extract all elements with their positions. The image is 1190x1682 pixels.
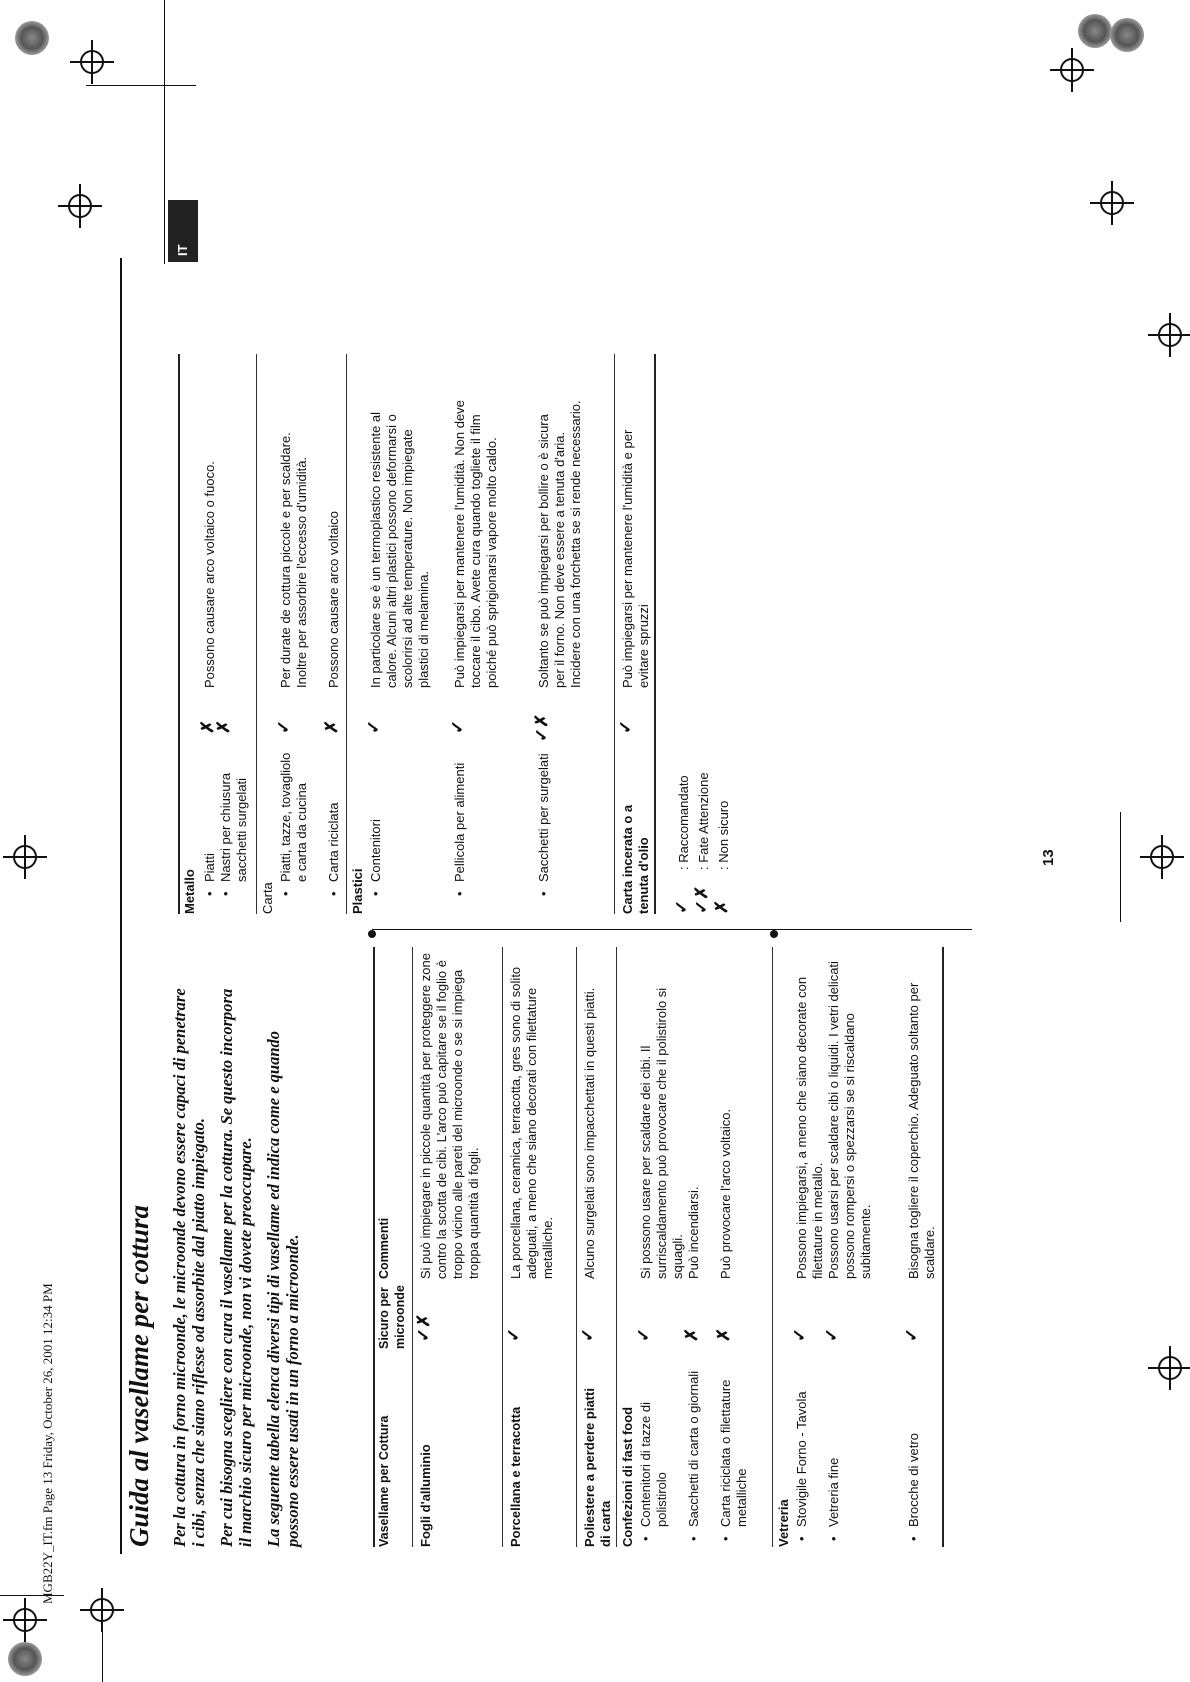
language-badge: IT <box>168 200 198 262</box>
registration-mark-icon <box>1140 835 1184 879</box>
safety-mark: ✓ <box>578 1327 597 1342</box>
safety-mark: ✗ <box>214 719 233 734</box>
table-bottom-rule <box>942 947 944 1547</box>
safety-mark: ✓✗ <box>414 1313 433 1342</box>
legend-label: : Non sicuro <box>716 800 731 870</box>
item-name: • Piatti <box>202 752 218 882</box>
section-name: Carta incerata o a tenuta d'olio <box>620 804 651 914</box>
header-comments: Commenti <box>377 1217 391 1279</box>
registration-dot-icon <box>1078 14 1112 48</box>
title-rule-right <box>164 0 165 264</box>
safety-mark: ✓ <box>504 1327 523 1342</box>
registration-dot-icon <box>1110 18 1144 52</box>
item-comment: Possono impiegarsi, a meno che siano decorate con filettature in metallo. <box>794 976 825 1279</box>
item-comment: Possono usarsi per scaldare cibi o liquidi. I vetri delicati possono rompersi o spezzarsi se si riscaldano subitamente. <box>826 961 873 1279</box>
item-comment: Può provocare l'arco voltaico. <box>718 1108 733 1279</box>
row-rule <box>772 947 773 1547</box>
row-name: Porcellana e terracotta <box>508 1406 523 1547</box>
row-name: Fogli d'alluminio <box>418 1444 433 1547</box>
crop-line <box>86 85 196 86</box>
column-separator <box>372 929 972 930</box>
item-name: • Sacchetti di carta o giornali <box>686 1357 702 1527</box>
safety-mark: ✗ <box>714 1327 733 1342</box>
header-cookware: Vasellame per Cottura <box>377 1415 391 1547</box>
item-name: • Carta riciclata <box>326 752 342 882</box>
item-name: • Vetreria fine <box>826 1367 842 1527</box>
legend-label: : Fate Attenzione <box>696 772 711 870</box>
group-name: Vetreria <box>776 1499 791 1547</box>
intro-paragraph-1: Per la cottura in forno microonde, le microonde devono essere capaci di penetrare i cibi, senza che siano riflesse od assorbite dal piatto impiegato. <box>170 988 208 1547</box>
legend-symbol: ✓ <box>672 899 691 914</box>
crop-line <box>102 1598 103 1682</box>
safety-mark: ✓ <box>274 719 293 734</box>
row-rule <box>576 947 577 1547</box>
item-name: • Contenitori <box>368 752 384 882</box>
item-comment: Può incendiarsi. <box>686 1186 701 1279</box>
item-comment: Può impiegarsi per mantenere l'umidità. Non deve toccare il cibo. Avete cura quando togliete il film poiché può sprigionarsi vapore molto caldo. <box>452 400 499 688</box>
file-header-line: MGB22Y_IT.fm Page 13 Friday, October 26, 2001 12:34 PM <box>40 1283 55 1604</box>
registration-mark-icon <box>3 1598 47 1642</box>
group-name: Confezioni di fast food <box>620 1406 635 1547</box>
row-rule <box>256 354 257 914</box>
cookware-table-right <box>176 354 976 914</box>
safety-mark: ✓ <box>822 1327 841 1342</box>
safety-mark: ✓✗ <box>532 713 551 742</box>
row-rule <box>346 354 347 914</box>
table-top-rule <box>178 354 180 914</box>
separator-dot-icon <box>368 930 376 938</box>
item-name: • Stovigile Forno - Tavola <box>794 1367 810 1527</box>
legend-symbol: ✓✗ <box>692 885 711 914</box>
section-name: Plastici <box>350 868 365 914</box>
item-name: • Pellicola per alimenti <box>452 752 468 882</box>
safety-mark: ✗ <box>682 1327 701 1342</box>
legend <box>672 614 736 914</box>
item-comment: Possono causare arco voltaico <box>326 510 341 688</box>
row-comment: Alcuno surgelati sono impacchettati in questi piatti. <box>582 987 597 1279</box>
title-rule <box>120 258 122 1554</box>
legend-label: : Raccomandato <box>676 775 691 870</box>
item-name: • Piatti, tazze, tovagliolo e carta da cucina <box>278 752 310 882</box>
safety-mark: ✓ <box>616 719 635 734</box>
row-comment: La porcellana, ceramica, terracotta, gres sono di solito adeguati, a meno che siano decorati con filettature metalliche. <box>508 966 555 1279</box>
table-top-rule <box>373 947 375 1547</box>
page-title: Guida al vasellame per cottura <box>124 1205 154 1547</box>
item-name: • Nastri per chiusura sacchetti surgelati <box>218 742 250 882</box>
safety-mark: ✓ <box>364 719 383 734</box>
table-bottom-rule <box>654 354 656 914</box>
registration-mark-icon <box>3 835 47 879</box>
item-comment: In particolare se è un termoplastico resistente al calore. Alcuni altri plastici possono deformarsi o scolorirsi ad alte temperature. Non impiegate plastici di melamina. <box>368 411 431 688</box>
safety-mark: ✗ <box>198 719 217 734</box>
intro-text <box>170 987 311 1547</box>
intro-paragraph-3: La seguente tabella elenca diversi tipi di vasellame ed indica come e quando possono essere usati in un forno a microonde. <box>264 1030 302 1547</box>
crop-line <box>1120 812 1121 922</box>
registration-mark-icon <box>1148 313 1190 357</box>
row-rule <box>502 947 503 1547</box>
item-comment: Soltanto se può impiegarsi per bollire o è sicura per il forno. Non deve essere a tenuta d'aria. Incidere con una forchetta se si rende necessario. <box>536 400 583 688</box>
separator-dot-icon <box>770 930 778 938</box>
section-name: Metallo <box>182 869 197 914</box>
item-comment: Possono causare arco voltaico o fuoco. <box>202 461 217 688</box>
page-number: 13 <box>1040 849 1057 866</box>
registration-mark-icon <box>58 184 102 228</box>
registration-mark-icon <box>70 40 114 84</box>
registration-mark-icon <box>1050 48 1094 92</box>
item-name: • Sacchetti per surgelati <box>536 752 552 882</box>
safety-mark: ✓ <box>790 1327 809 1342</box>
legend-symbol: ✗ <box>712 899 731 914</box>
safety-mark: ✓ <box>448 719 467 734</box>
safety-mark: ✗ <box>322 719 341 734</box>
row-name: Poliestere a perdere piatti di carta <box>582 1388 613 1547</box>
registration-mark-icon <box>1090 181 1134 225</box>
row-rule <box>614 354 615 914</box>
header-rule <box>412 947 413 1547</box>
safety-mark: ✓ <box>902 1327 921 1342</box>
row-comment: Si può impiegare in piccole quantità per proteggere zone contro la scotta de cibi. L'arco può capitare se il foglio è troppo vicino alle pareti del microonde o se si impiega troppa quantità di fogli. <box>418 953 481 1279</box>
item-name: • Contenitori di tazze di polistirolo <box>638 1357 670 1527</box>
safety-mark: ✓ <box>634 1327 653 1342</box>
item-comment: Per durate de cottura piccole e per scaldare. Inoltre per assorbire l'eccesso d'umidità. <box>278 432 309 688</box>
registration-dot-icon <box>8 1642 42 1676</box>
section-comment: Può impiegarsi per mantenere l'umidità e per evitare spruzzi <box>620 429 651 688</box>
registration-dot-icon <box>15 21 49 55</box>
item-comment: Bisogna togliere il coperchio. Adeguato soltanto per scaldare. <box>906 982 937 1279</box>
item-name: • Carta riciclata o filettature metalliche <box>718 1377 750 1527</box>
section-name: Carta <box>260 882 275 914</box>
row-rule <box>616 947 617 1547</box>
intro-paragraph-2: Per cui bisogna scegliere con cura il vasellame per la cottura. Se questo incorpora il marchio sicuro per microonde, non vi dovete preoccupare. <box>217 988 255 1547</box>
cookware-table-left <box>376 947 1176 1547</box>
header-microwave-safe: Sicuro per microonde <box>377 1285 407 1349</box>
item-name: • Brocche di vetro <box>906 1367 922 1527</box>
item-comment: Si possono usare per scaldare dei cibi. Il surriscaldamento può provocare che il polistirolo si squagli. <box>638 987 685 1279</box>
